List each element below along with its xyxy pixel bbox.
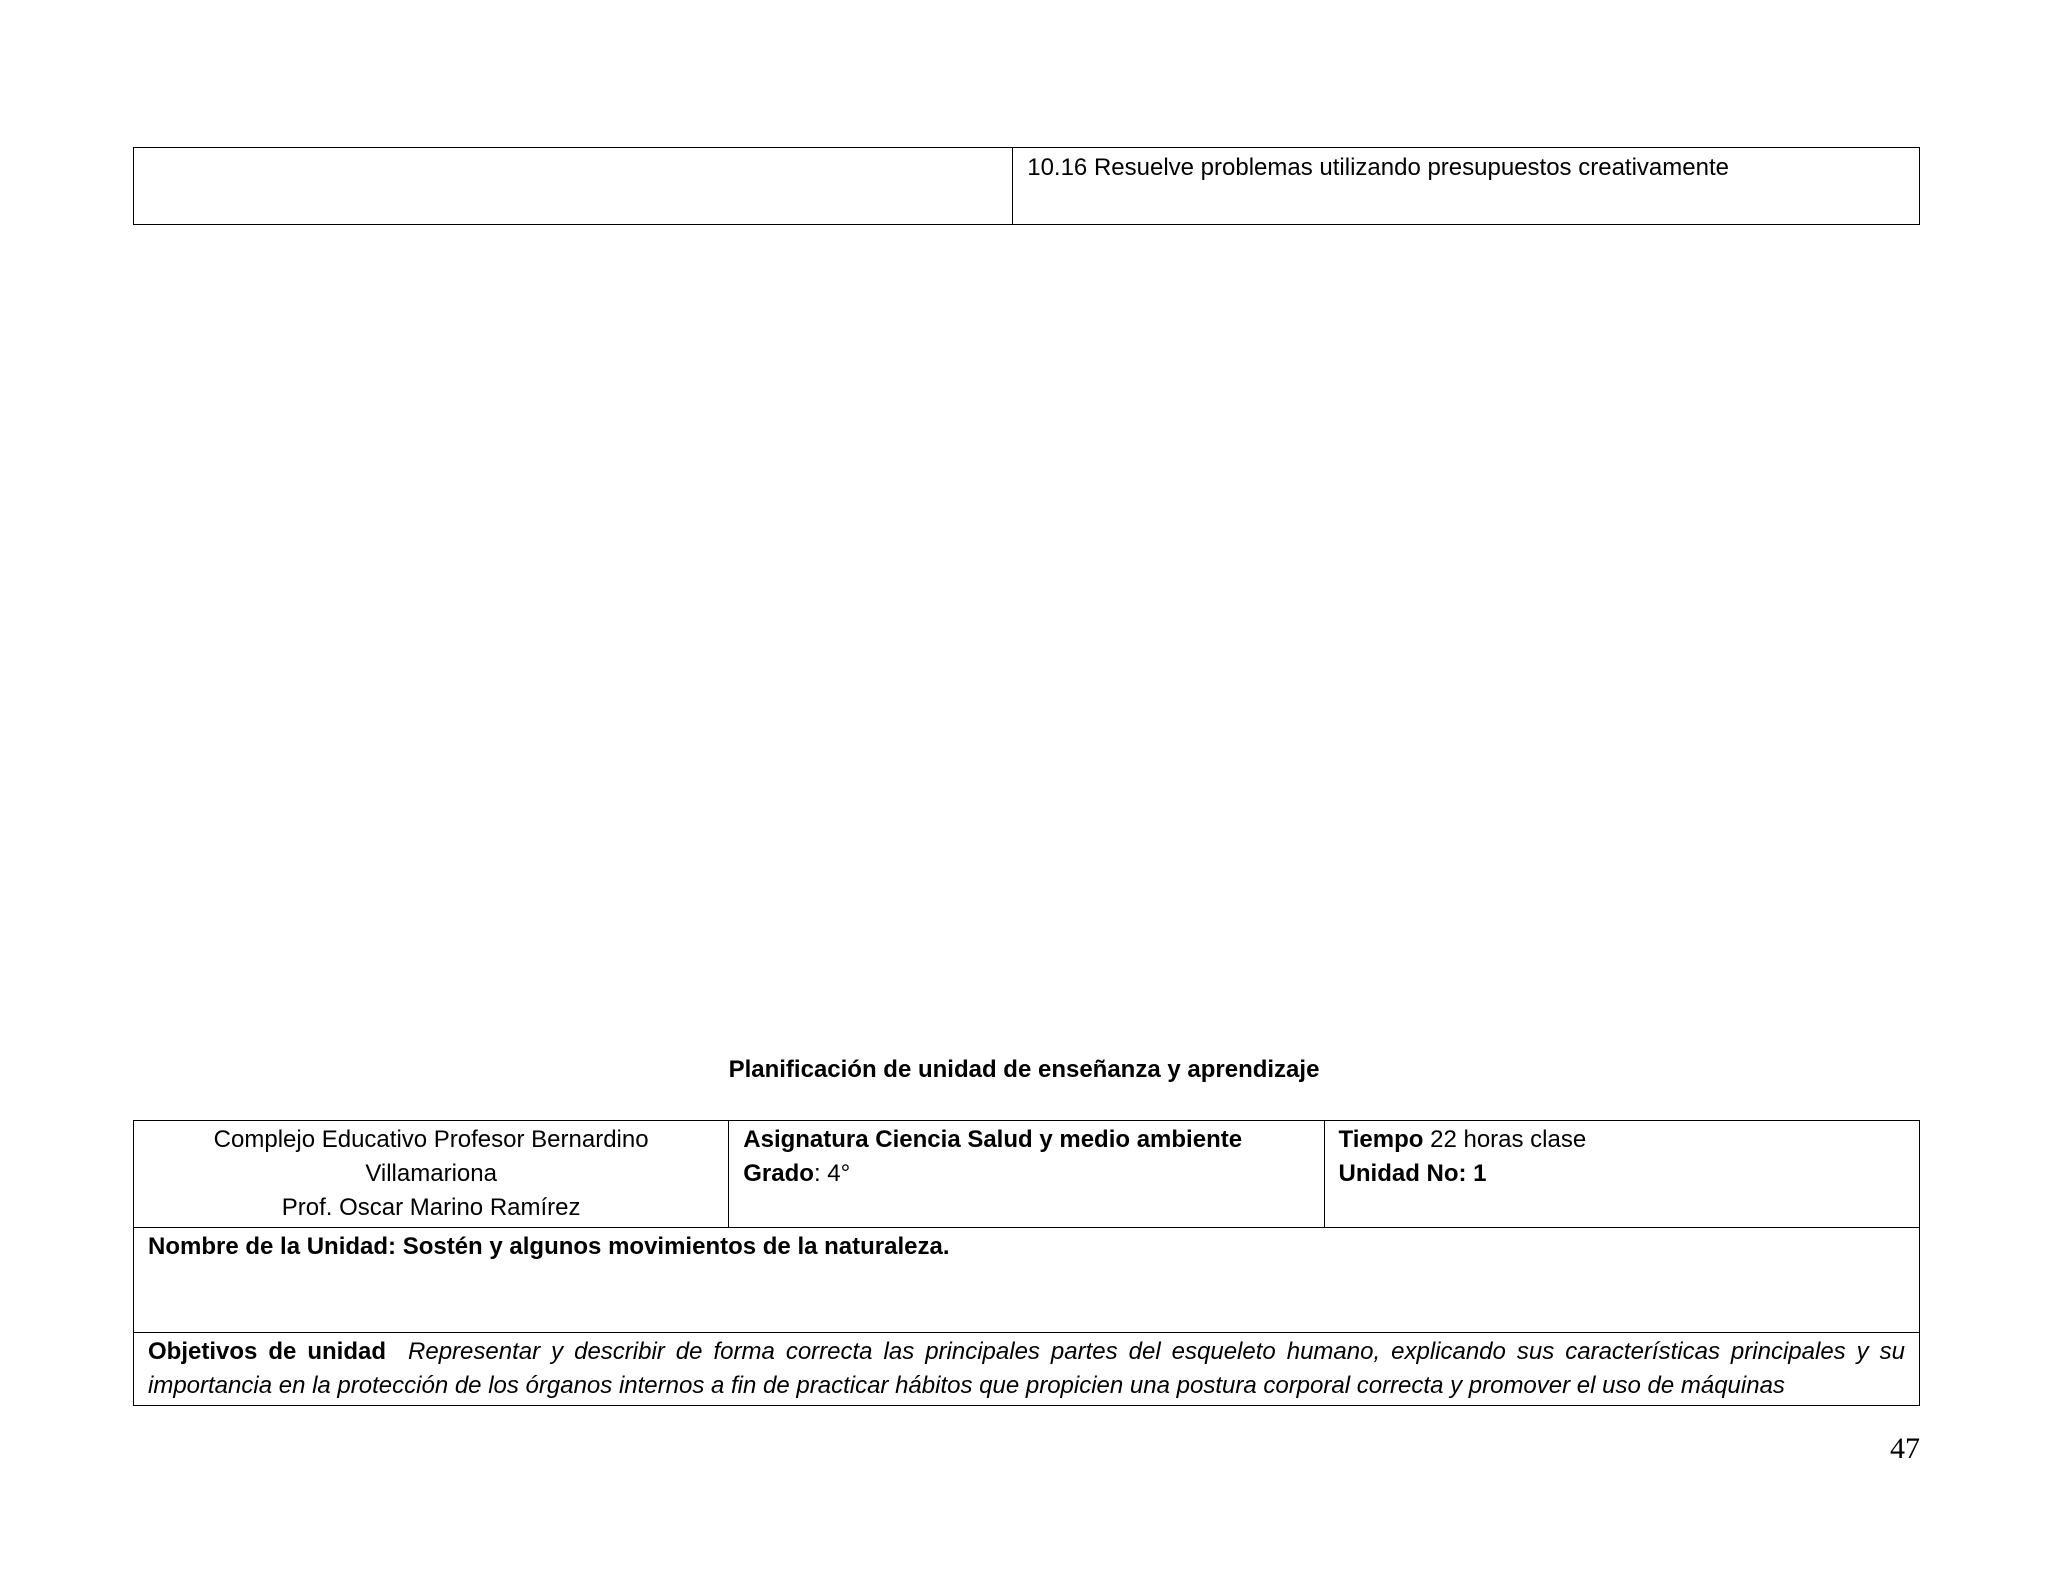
plan-title: Planificación de unidad de enseñanza y aprendizaje (728, 1056, 1320, 1083)
grade-line (743, 1157, 1309, 1191)
subject-cell (729, 1121, 1324, 1228)
time-line (1339, 1123, 1905, 1157)
objectives-label: Objetivos de unidad (148, 1338, 387, 1365)
objectives-text: Representar y describir de forma correcta las principales partes del esqueleto humano, explicando sus características principales y su importancia en la protección de los órganos internos a fin de practicar hábitos que propicien una postura corporal correcta y promover el uso de máquinas (148, 1338, 1906, 1399)
unit-name-cell: Nombre de la Unidad: Sostén y algunos movimientos de la naturaleza. (134, 1228, 1920, 1333)
top-right-cell: 10.16 Resuelve problemas utilizando presupuestos creativamente (1013, 148, 1920, 225)
unit-number: Unidad No: 1 (1338, 1160, 1487, 1187)
teacher-name: Prof. Oscar Marino Ramírez (281, 1194, 581, 1221)
table-row (134, 148, 1920, 225)
table-row (134, 1228, 1920, 1333)
school-name-line1: Complejo Educativo Profesor Bernardino (213, 1126, 649, 1153)
plan-table (133, 1120, 1920, 1406)
table-row (134, 1333, 1920, 1406)
grade-value: : 4° (813, 1160, 851, 1187)
time-value: 22 horas clase (1423, 1126, 1587, 1153)
table-row (134, 1121, 1920, 1228)
top-table (133, 147, 1920, 225)
subject-label: Asignatura Ciencia Salud y medio ambiente (743, 1126, 1243, 1153)
grade-label: Grado (743, 1160, 814, 1187)
objectives-cell (134, 1333, 1920, 1406)
school-name-line2: Villamariona (365, 1160, 497, 1187)
top-left-cell (134, 148, 1013, 225)
page-number: 47 (1890, 1432, 1920, 1465)
time-cell (1324, 1121, 1919, 1228)
school-cell (134, 1121, 729, 1228)
time-label: Tiempo (1338, 1126, 1424, 1153)
